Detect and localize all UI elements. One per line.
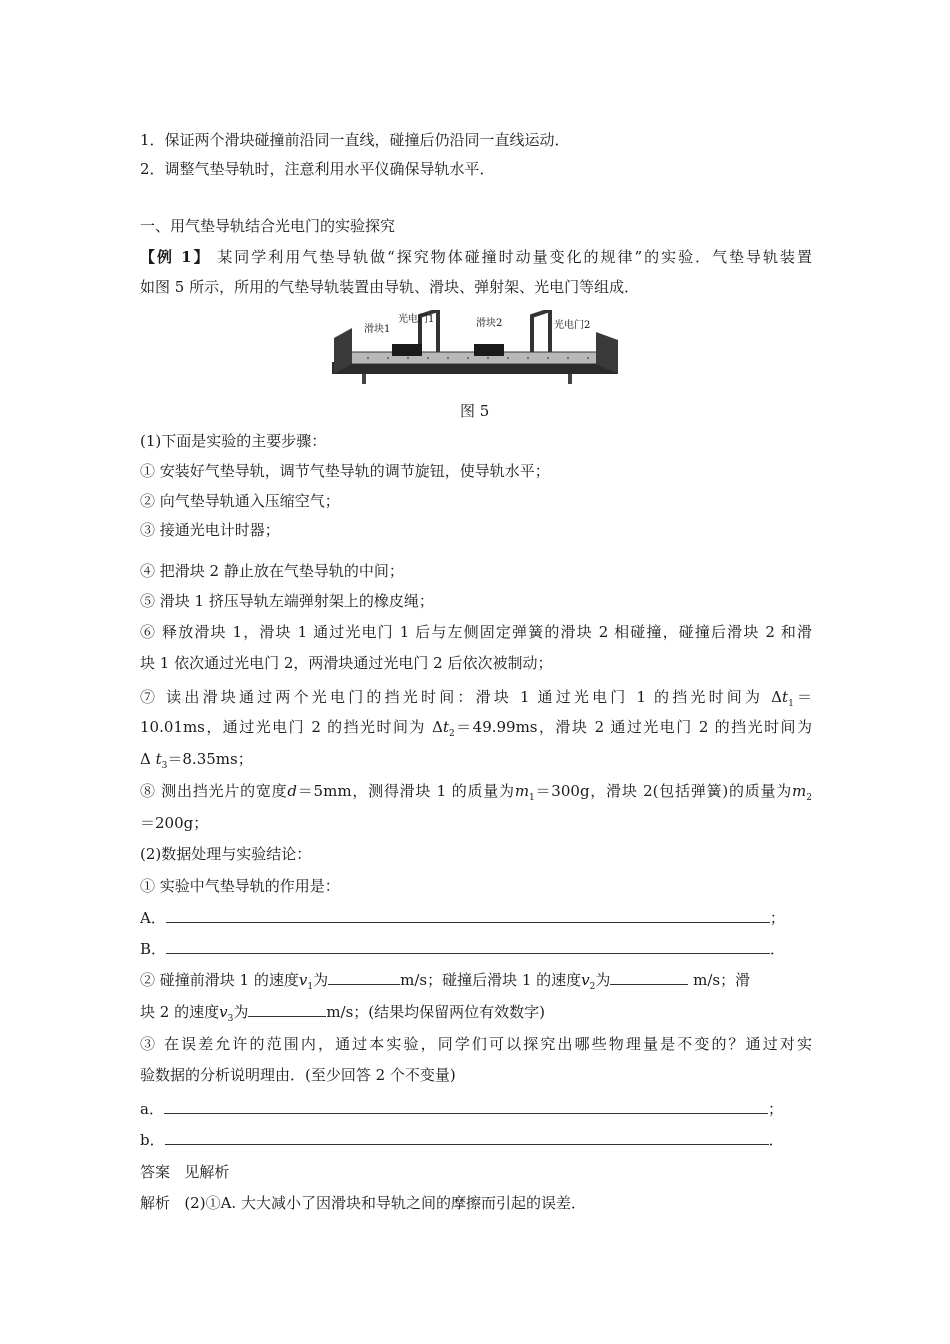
air-track-apparatus-figure	[328, 310, 622, 392]
step-7-line2: 10.01ms，通过光电门 2 的挡光时间为 $\Delta t_2=49.99ms$，滑块 2 通过光电门 2 的挡光时间为	[140, 718, 812, 738]
q3-answer-a-row: a． ；	[140, 1097, 812, 1120]
analysis-label: 解析	[140, 1194, 171, 1212]
example-label: 【例 1】	[140, 248, 211, 266]
answer-row	[140, 1161, 812, 1183]
analysis-row	[140, 1192, 812, 1214]
answer-text: 见解析	[184, 1163, 230, 1181]
step-3: ③ 接通光电计时器；	[140, 521, 280, 539]
q2-v2-blank[interactable]	[610, 968, 688, 985]
q3-answer-a-blank[interactable]	[164, 1097, 768, 1114]
analysis-text: (2)①A. 大大减小了因滑块和导轨之间的摩擦而引起的误差．	[184, 1194, 586, 1212]
step-6-line1: ⑥ 释放滑块 1，滑块 1 通过光电门 1 后与左侧固定弹簧的滑块 2 相碰撞，碰撞后滑块 2 和滑	[140, 623, 812, 641]
figure-label-slider1: 滑块1	[364, 324, 391, 335]
answer-label: 答案	[140, 1163, 171, 1181]
question-1: ① 实验中气垫导轨的作用是：	[140, 877, 340, 895]
step-1: ① 安装好气垫导轨，调节气垫导轨的调节旋钮，使导轨水平；	[140, 462, 550, 480]
q1-answer-a-blank[interactable]	[166, 906, 770, 923]
step-7-line1: ⑦ 读出滑块通过两个光电门的挡光时间：滑块 1 通过光电门 1 的挡光时间为 $\Delta t_1=$	[140, 688, 812, 708]
question-2-line2: 块 2 的速度$v_3$为 m/s；(结果均保留两位有效数字)	[140, 1000, 812, 1030]
step-6-line2: 块 1 依次通过光电门 2，两滑块通过光电门 2 后依次被制动；	[140, 654, 553, 672]
step-8-line1: ⑧ 测出挡光片的宽度d＝5mm，测得滑块 1 的质量为$m_1=300g$，滑块 2(包括弹簧)的质量为$m_2$	[140, 782, 812, 802]
step-7-line3: Δ $t_3=8.35ms$；	[140, 750, 253, 771]
section-heading: 一、用气垫导轨结合光电门的实验探究	[140, 217, 396, 235]
figure-label-slider2: 滑块2	[476, 318, 503, 329]
question-2-line1: ② 碰撞前滑块 1 的速度$v_1$为 m/s；碰撞后滑块 1 的速度$v_2$为 m/s；滑	[140, 968, 812, 998]
q1-answer-b-row: B． ．	[140, 937, 812, 960]
step-5: ⑤ 滑块 1 挤压导轨左端弹射架上的橡皮绳；	[140, 592, 434, 610]
step-4: ④ 把滑块 2 静止放在气垫导轨的中间；	[140, 562, 404, 580]
note-2: 2．调整气垫导轨时，注意利用水平仪确保导轨水平．	[140, 160, 495, 178]
example-intro-line2: 如图 5 所示，所用的气垫导轨装置由导轨、滑块、弹射架、光电门等组成．	[140, 278, 640, 296]
figure-label-photogate1: 光电门1	[398, 314, 435, 325]
note-1: 1．保证两个滑块碰撞前沿同一直线，碰撞后仍沿同一直线运动．	[140, 131, 570, 149]
step-2: ② 向气垫导轨通入压缩空气；	[140, 492, 340, 510]
q2-v3-blank[interactable]	[248, 1000, 326, 1017]
figure-label-photogate2: 光电门2	[554, 320, 591, 331]
q3-answer-b-row: b． ．	[140, 1128, 812, 1151]
example-intro-line1: 【例 1】 某同学利用气垫导轨做“探究物体碰撞时动量变化的规律”的实验．气垫导轨装置	[140, 248, 812, 266]
question-3-line1: ③ 在误差允许的范围内，通过本实验，同学们可以探究出哪些物理量是不变的？通过对实	[140, 1035, 812, 1053]
figure-caption: 图 5	[460, 402, 490, 420]
question-3-line2: 验数据的分析说明理由．(至少回答 2 个不变量)	[140, 1066, 456, 1084]
q1-answer-b-blank[interactable]	[166, 937, 770, 954]
q1-answer-a-row: A． ；	[140, 906, 812, 929]
q3-answer-b-blank[interactable]	[165, 1128, 769, 1145]
step-8-line2: ＝200g；	[140, 814, 209, 832]
part2-title: (2)数据处理与实验结论：	[140, 845, 312, 863]
q2-v1-blank[interactable]	[328, 968, 400, 985]
part1-title: (1)下面是实验的主要步骤：	[140, 432, 327, 450]
